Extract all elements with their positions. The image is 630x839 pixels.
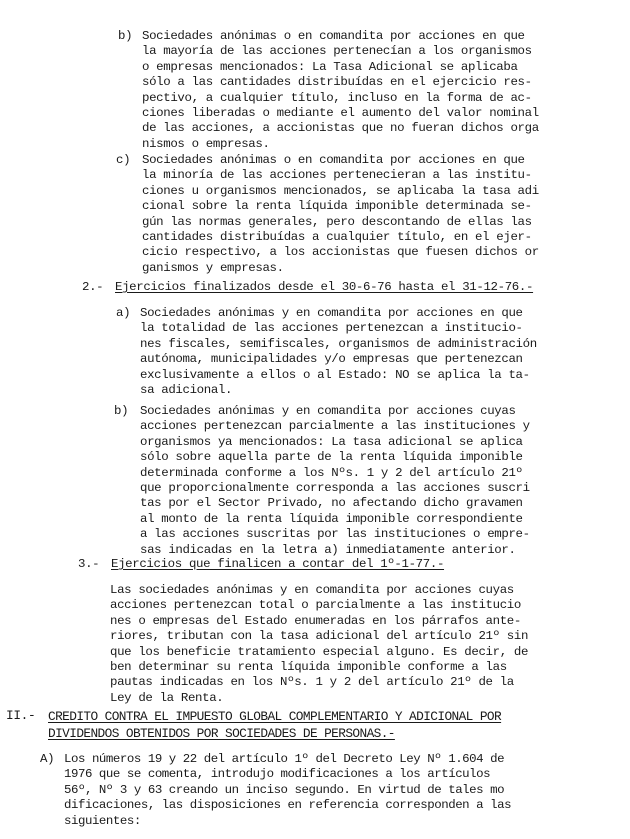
- text-line: organismos ya mencionados: La tasa adicional se aplica: [140, 434, 523, 449]
- text-line: que proporcionalmente corresponda a las acciones suscri: [140, 481, 530, 496]
- paragraph-2a: [140, 306, 537, 398]
- heading-text: Ejercicios finalizados desde el 30-6-76 hasta el 31-12-76.-: [115, 280, 534, 294]
- text-line: cicio respectivo, a los accionistas que fuesen dichos or: [142, 245, 539, 260]
- text-line: nes o empresas del Estado enumeradas en los párrafos ante-: [110, 613, 521, 628]
- text-line: riores, tributan con la tasa adicional del artículo 21º sin: [110, 629, 529, 644]
- text-line: la totalidad de las acciones pertenezcan a institucio-: [140, 321, 523, 336]
- item-marker-a: a): [116, 306, 131, 320]
- text-line: autónoma, municipalidades y/o empresas que pertenezcan: [140, 352, 523, 367]
- section-number-3: 3.-: [78, 557, 100, 571]
- heading-text: DIVIDENDOS OBTENIDOS POR SOCIEDADES DE PERSONAS.-: [48, 726, 395, 741]
- heading-text: CREDITO CONTRA EL IMPUESTO GLOBAL COMPLEMENTARIO Y ADICIONAL POR: [48, 709, 502, 724]
- text-line: ciones liberadas o mediante el aumento del valor nominal: [142, 106, 539, 121]
- text-line: al monto de la renta líquida imponible correspondiente: [140, 511, 523, 526]
- text-line: sa adicional.: [140, 383, 233, 398]
- text-line: que los beneficie tratamiento especial alguno. Es decir, de: [110, 644, 529, 659]
- text-line: Sociedades anónimas y en comandita por acciones en que: [140, 306, 523, 320]
- item-marker-b: b): [118, 29, 133, 43]
- item-marker-c: c): [116, 153, 131, 167]
- item-marker-b: b): [114, 404, 129, 418]
- paragraph-2b: [140, 404, 530, 558]
- text-line: la mayoría de las acciones pertenecían a los organismos: [142, 44, 532, 59]
- paragraph-b: [142, 29, 539, 152]
- text-line: de las acciones, a accionistas que no fueran dichos orga: [142, 121, 539, 136]
- text-line: Los números 19 y 22 del artículo 1º del Decreto Ley Nº 1.604 de: [64, 752, 505, 766]
- text-line: gún las normas generales, pero descontando de ellas las: [142, 214, 532, 229]
- text-line: Ley de la Renta.: [110, 690, 224, 705]
- text-line: Sociedades anónimas o en comandita por acciones en que: [142, 153, 525, 167]
- text-line: acciones pertenezcan parcialmente a las instituciones y: [140, 419, 530, 434]
- text-line: determinada conforme a los Nºs. 1 y 2 del artículo 21º: [140, 465, 523, 480]
- text-line: dificaciones, las disposiciones en referencia corresponden a las: [64, 798, 512, 813]
- text-line: acciones pertenezcan total o parcialmente a las institucio: [110, 598, 521, 613]
- text-line: sólo a las cantidades distribuídas en el ejercicio res-: [142, 75, 532, 90]
- text-line: pectivo, a cualquier título, incluso en la forma de ac-: [142, 90, 532, 105]
- paragraph-c: [142, 153, 539, 276]
- text-line: la minoría de las acciones pertenecieran a las institu-: [142, 168, 532, 183]
- text-line: cantidades distribuídas a cualquier título, en el ejer-: [142, 230, 532, 245]
- paragraph-A: [64, 752, 511, 829]
- heading-text: Ejercicios que finalicen a contar del 1º-1-77.-: [111, 557, 445, 571]
- text-line: ciones u organismos mencionados, se aplicaba la tasa adi: [142, 183, 539, 198]
- section-heading-2: [115, 280, 533, 295]
- text-line: nismos o empresas.: [142, 136, 270, 151]
- text-line: sólo sobre aquella parte de la renta líquida imponible: [140, 450, 523, 465]
- item-marker-a-upper: A): [40, 752, 55, 766]
- text-line: Sociedades anónimas y en comandita por acciones cuyas: [140, 404, 516, 418]
- text-line: tas por el Sector Privado, no afectando dicho gravamen: [140, 496, 523, 511]
- section-heading-3: [111, 557, 444, 572]
- text-line: 1976 que se comenta, introdujo modificaciones a los artículos: [64, 767, 491, 782]
- text-line: Las sociedades anónimas y en comandita por acciones cuyas: [110, 583, 514, 597]
- text-line: o empresas mencionados: La Tasa Adicional se aplicaba: [142, 59, 518, 74]
- section-heading-ii: [48, 708, 501, 742]
- text-line: 56º, Nº 3 y 63 creando un inciso segundo. En virtud de tales mo: [64, 782, 505, 797]
- text-line: exclusivamente a ellos o al Estado: NO se aplica la ta-: [140, 367, 530, 382]
- text-line: sas indicadas en la letra a) inmediatamente anterior.: [140, 542, 516, 557]
- text-line: pautas indicadas en los Nºs. 1 y 2 del artículo 21º de la: [110, 675, 514, 690]
- text-line: ganismos y empresas.: [142, 260, 284, 275]
- paragraph-3: [110, 583, 528, 706]
- text-line: siguientes:: [64, 813, 141, 828]
- text-line: Sociedades anónimas o en comandita por acciones en que: [142, 29, 525, 43]
- section-number-ii: II.-: [6, 708, 36, 723]
- text-line: a las acciones suscritas por las instituciones o empre-: [140, 527, 530, 542]
- text-line: ben determinar su renta líquida imponible conforme a las: [110, 660, 507, 675]
- text-line: cional sobre la renta líquida imponible determinada se-: [142, 199, 532, 214]
- text-line: nes fiscales, semifiscales, organismos de administración: [140, 336, 537, 351]
- section-number-2: 2.-: [82, 280, 104, 294]
